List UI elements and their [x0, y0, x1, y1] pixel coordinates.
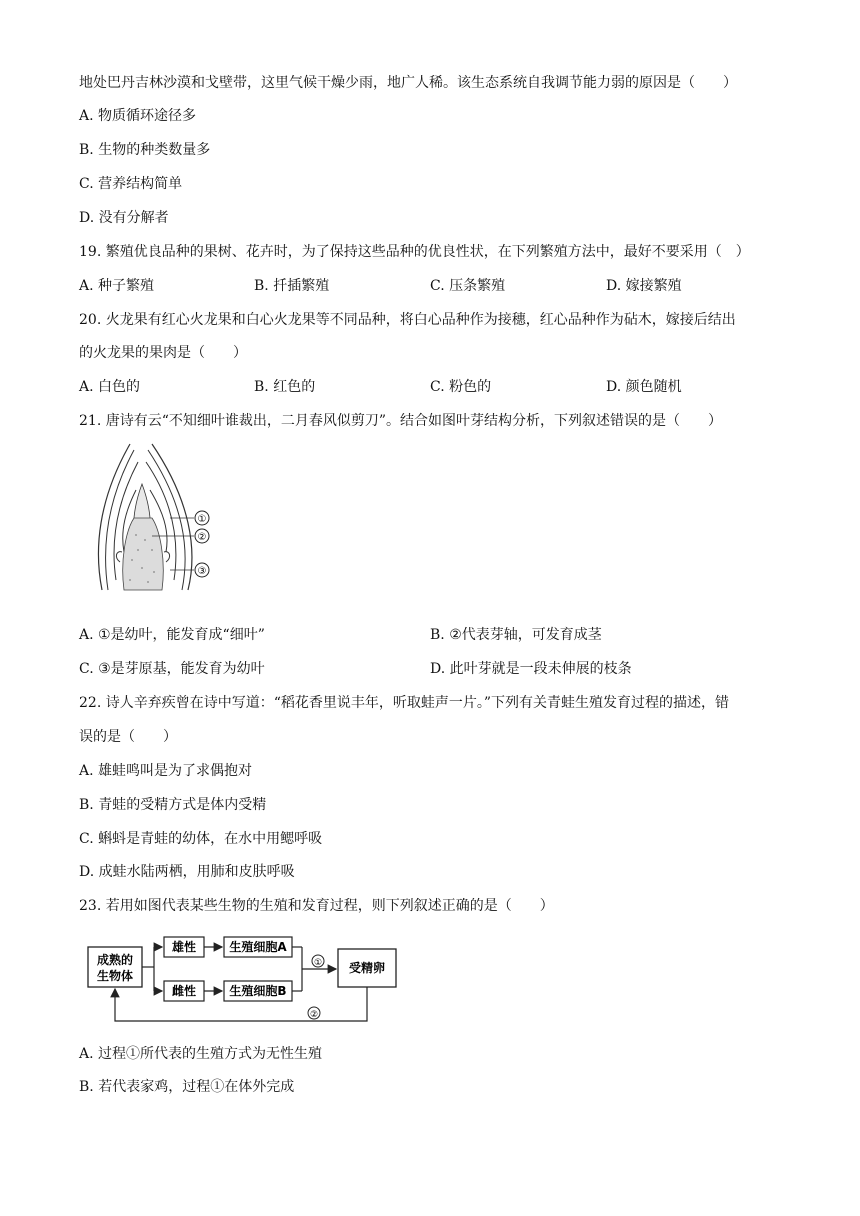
male-label: 雄性 — [171, 940, 197, 954]
q22-option-d: D. 成蛙水陆两栖，用肺和皮肤呼吸 — [79, 864, 295, 880]
q20-stem-line1: 20. 火龙果有红心火龙果和白心火龙果等不同品种，将白心品种作为接穗，红心品种作为砧木，嫁接后结出 — [79, 312, 736, 328]
step-1-label — [312, 955, 324, 968]
leaf-bud-figure — [90, 440, 230, 602]
q18-option-d: D. 没有分解者 — [79, 210, 169, 226]
step-2-label — [308, 1007, 320, 1020]
zygote-label: 受精卵 — [348, 961, 386, 975]
q23-stem: 23. 若用如图代表某些生物的生殖和发育过程，则下列叙述正确的是（ ） — [79, 898, 554, 914]
q19-option-b: B. 扦插繁殖 — [254, 278, 330, 294]
q19-stem: 19. 繁殖优良品种的果树、花卉时，为了保持这些品种的优良性状，在下列繁殖方法中，最好不要采用（ ） — [79, 244, 750, 260]
q22-option-c: C. 蝌蚪是青蛙的幼体，在水中用鳃呼吸 — [79, 831, 323, 847]
q23-option-a: A. 过程①所代表的生殖方式为无性生殖 — [79, 1046, 323, 1062]
organism-label-1: 成熟的 — [96, 953, 134, 967]
cell-a-label: 生殖细胞A — [229, 940, 287, 954]
q21-stem: 21. 唐诗有云“不知细叶谁裁出，二月春风似剪刀”。结合如图叶芽结构分析，下列叙述错误的是（ ） — [79, 413, 723, 429]
svg-text:②: ② — [309, 1010, 319, 1020]
q22-option-a: A. 雄蛙鸣叫是为了求偶抱对 — [79, 763, 253, 779]
q20-option-b: B. 红色的 — [254, 379, 316, 395]
svg-text:①: ① — [197, 514, 207, 525]
cell-b-label: 生殖细胞B — [229, 984, 287, 998]
label-2 — [195, 529, 209, 543]
q20-option-a: A. 白色的 — [79, 379, 141, 395]
q19-option-a: A. 种子繁殖 — [79, 278, 155, 294]
q18-option-b: B. 生物的种类数量多 — [79, 142, 211, 158]
q18-stem: 地处巴丹吉林沙漠和戈壁带，这里气候干燥少雨，地广人稀。该生态系统自我调节能力弱的原因是（ ） — [79, 75, 737, 91]
organism-label-2: 生物体 — [96, 969, 134, 983]
female-label: 雌性 — [171, 984, 197, 998]
q21-option-b: B. ②代表芽轴，可发育成茎 — [430, 627, 602, 643]
q19-option-c: C. 压条繁殖 — [430, 278, 506, 294]
label-1 — [195, 511, 209, 525]
q20-option-c: C. 粉色的 — [430, 379, 492, 395]
q21-option-a: A. ①是幼叶，能发育成“细叶” — [79, 627, 265, 643]
q21-option-d: D. 此叶芽就是一段未伸展的枝条 — [430, 661, 632, 677]
q22-option-b: B. 青蛙的受精方式是体内受精 — [79, 797, 267, 813]
svg-text:③: ③ — [197, 566, 207, 577]
label-3 — [195, 563, 209, 577]
q20-option-d: D. 颜色随机 — [606, 379, 682, 395]
q19-option-d: D. 嫁接繁殖 — [606, 278, 682, 294]
q18-option-a: A. 物质循环途径多 — [79, 108, 197, 124]
reproduction-flow-diagram — [86, 935, 406, 1027]
q22-stem-line2: 误的是（ ） — [79, 729, 177, 745]
q22-stem-line1: 22. 诗人辛弃疾曾在诗中写道：“稻花香里说丰年，听取蛙声一片。”下列有关青蛙生殖发育过程的描述，错 — [79, 695, 730, 711]
q20-stem-line2: 的火龙果的果肉是（ ） — [79, 345, 247, 361]
svg-text:②: ② — [197, 532, 207, 543]
q21-option-c: C. ③是芽原基，能发育为幼叶 — [79, 661, 265, 677]
q18-option-c: C. 营养结构简单 — [79, 176, 183, 192]
q23-option-b: B. 若代表家鸡，过程①在体外完成 — [79, 1079, 295, 1095]
svg-text:①: ① — [313, 958, 323, 968]
